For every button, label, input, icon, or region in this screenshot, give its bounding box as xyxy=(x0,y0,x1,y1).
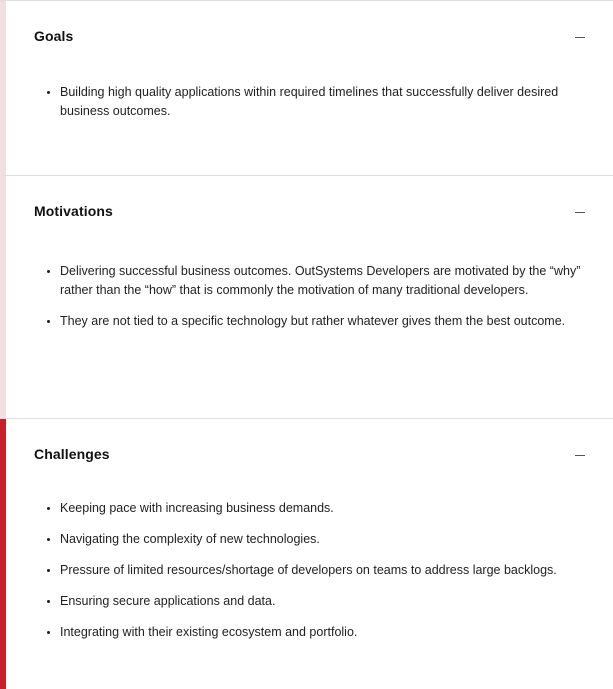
minus-icon[interactable] xyxy=(575,455,585,456)
list-item: • They are not tied to a specific technology but rather whatever gives them the best outcome. xyxy=(60,312,589,331)
list-item: • Pressure of limited resources/shortage of developers on teams to address large backlogs. xyxy=(60,561,589,580)
minus-icon[interactable] xyxy=(575,212,585,213)
accordion-header-challenges[interactable] xyxy=(6,419,613,491)
accordion-body-goals xyxy=(6,73,613,121)
minus-icon[interactable] xyxy=(575,37,585,38)
bullet-list xyxy=(34,262,589,331)
list-item: • Delivering successful business outcomes. OutSystems Developers are motivated by the “why” rather than the “how” that is commonly the motivation of many traditional developers. xyxy=(60,262,589,300)
accordion-header-motivations[interactable] xyxy=(6,176,613,248)
accordion-body-motivations xyxy=(6,248,613,331)
list-item: • Keeping pace with increasing business demands. xyxy=(60,499,589,518)
bullet-list xyxy=(34,83,589,121)
accordion-title: Motivations xyxy=(34,203,113,219)
list-item: • Integrating with their existing ecosystem and portfolio. xyxy=(60,623,589,642)
accordion-title: Goals xyxy=(34,28,74,44)
accordion-title: Challenges xyxy=(34,446,110,462)
list-item: • Building high quality applications within required timelines that successfully deliver desired business outcomes. xyxy=(60,83,589,121)
list-item: • Navigating the complexity of new technologies. xyxy=(60,530,589,549)
accordion-header-goals[interactable] xyxy=(6,1,613,73)
bullet-list xyxy=(34,499,589,642)
accordion-motivations xyxy=(0,176,613,419)
accordion-goals xyxy=(0,1,613,176)
list-item: • Ensuring secure applications and data. xyxy=(60,592,589,611)
accordion-body-challenges xyxy=(6,491,613,642)
accordion-challenges xyxy=(0,419,613,689)
